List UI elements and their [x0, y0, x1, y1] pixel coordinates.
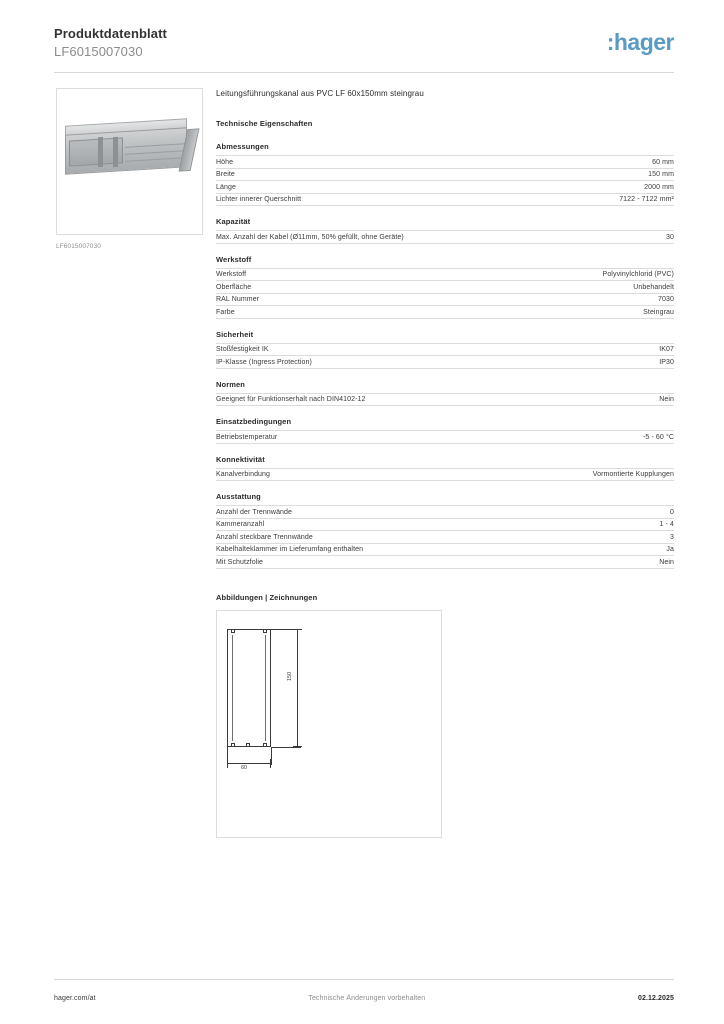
spec-value: 7030	[445, 293, 674, 306]
spec-label: Breite	[216, 168, 445, 181]
spec-table	[216, 268, 674, 319]
table-row	[216, 156, 674, 169]
spec-value: Steingrau	[445, 306, 674, 319]
footer-date: 02.12.2025	[637, 995, 674, 1002]
spec-value: Vormontierte Kupplungen	[445, 468, 674, 481]
spec-value: 30	[445, 231, 674, 244]
table-row	[216, 193, 674, 206]
spec-label: Kanalverbindung	[216, 468, 445, 481]
spec-label: Betriebstemperatur	[216, 431, 445, 444]
spec-group-einsatzbedingungen	[216, 417, 674, 444]
profile-notch-bm	[246, 743, 250, 747]
table-row	[216, 506, 674, 519]
header-divider	[54, 72, 674, 73]
spec-label: Länge	[216, 181, 445, 194]
spec-value: 1 - 4	[445, 518, 674, 531]
spec-group-konnektivitaet	[216, 455, 674, 482]
spec-label: Kammeranzahl	[216, 518, 445, 531]
spec-label: Farbe	[216, 306, 445, 319]
spec-group-werkstoff	[216, 255, 674, 319]
dimension-label-height: 150	[287, 671, 293, 681]
spec-label: Anzahl der Trennwände	[216, 506, 445, 519]
spec-label: Werkstoff	[216, 268, 445, 281]
drawings-heading: Abbildungen | Zeichnungen	[216, 592, 318, 602]
table-row	[216, 431, 674, 444]
logo-text: hager	[613, 29, 674, 55]
table-row	[216, 543, 674, 556]
dimension-line-height	[297, 629, 298, 747]
spec-group-title: Werkstoff	[216, 254, 252, 264]
spec-table	[216, 468, 674, 482]
spec-label: Max. Anzahl der Kabel (Ø11mm, 50% gefüllt, ohne Geräte)	[216, 231, 445, 244]
spec-table	[216, 505, 674, 569]
spec-value: 3	[445, 531, 674, 544]
spec-group-sicherheit	[216, 330, 674, 369]
spec-table	[216, 343, 674, 369]
table-row	[216, 356, 674, 369]
spec-value: IP30	[445, 356, 674, 369]
profile-notch-bl	[231, 743, 235, 747]
spec-value: Ja	[445, 543, 674, 556]
profile-notch-br	[263, 743, 267, 747]
profile-cross-section	[227, 629, 271, 747]
spec-table	[216, 430, 674, 444]
spec-value: 0	[445, 506, 674, 519]
spec-value: 7122 - 7122 mm²	[445, 193, 674, 206]
page-title: Produktdatenblatt	[54, 26, 167, 41]
logo-colon-icon: :	[606, 29, 614, 55]
footer-disclaimer: Technische Änderungen vorbehalten	[308, 995, 426, 1002]
spec-table	[216, 155, 674, 206]
spec-label: RAL Nummer	[216, 293, 445, 306]
extension-line-right	[271, 747, 272, 765]
spec-value: 2000 mm	[445, 181, 674, 194]
spec-table	[216, 393, 674, 407]
spec-label: Höhe	[216, 156, 445, 169]
table-row	[216, 393, 674, 406]
table-row	[216, 231, 674, 244]
dimension-line-width	[227, 763, 271, 764]
table-row	[216, 181, 674, 194]
spec-value: 150 mm	[445, 168, 674, 181]
profile-inner-wall	[232, 635, 266, 741]
spec-group-title: Einsatzbedingungen	[216, 417, 292, 426]
table-row	[216, 518, 674, 531]
spec-group-title: Normen	[216, 379, 245, 389]
trunking-divider-1	[98, 137, 103, 167]
footer-divider	[54, 979, 674, 980]
table-row	[216, 168, 674, 181]
spec-group-abmessungen	[216, 142, 674, 206]
table-row	[216, 268, 674, 281]
product-reference: LF6015007030	[54, 44, 143, 59]
trunking-illustration	[65, 119, 197, 183]
spec-group-ausstattung	[216, 492, 674, 569]
technical-drawing	[216, 610, 442, 838]
dimension-label-width: 60	[241, 764, 248, 771]
spec-label: Anzahl steckbare Trennwände	[216, 531, 445, 544]
spec-value: Nein	[445, 393, 674, 406]
product-image-caption: LF6015007030	[56, 243, 101, 250]
table-row	[216, 281, 674, 294]
table-row	[216, 468, 674, 481]
spec-label: Lichter innerer Querschnitt	[216, 193, 445, 206]
spec-label: Kabelhalteklammer im Lieferumfang enthalten	[216, 543, 445, 556]
product-description: Leitungsführungskanal aus PVC LF 60x150mm steingrau	[216, 89, 424, 98]
spec-group-normen	[216, 380, 674, 407]
technical-properties-heading: Technische Eigenschaften	[216, 119, 313, 128]
spec-label: Mit Schutzfolie	[216, 556, 445, 569]
spec-label: Oberfläche	[216, 281, 445, 294]
table-row	[216, 343, 674, 356]
spec-value: Polyvinylchlorid (PVC)	[445, 268, 674, 281]
extension-line-bottom	[271, 747, 301, 748]
spec-value: 60 mm	[445, 156, 674, 169]
spec-group-title: Abmessungen	[216, 142, 269, 151]
spec-value: Unbehandelt	[445, 281, 674, 294]
table-row	[216, 556, 674, 569]
page-footer	[54, 995, 674, 1002]
spec-label: IP-Klasse (Ingress Protection)	[216, 356, 445, 369]
profile-notch-tl	[231, 629, 235, 633]
profile-notch-tr	[263, 629, 267, 633]
spec-group-title: Konnektivität	[216, 454, 265, 464]
spec-value: -5 - 60 °C	[445, 431, 674, 444]
spec-label: Stoßfestigkeit IK	[216, 343, 445, 356]
table-row	[216, 531, 674, 544]
header-titles	[54, 26, 167, 60]
table-row	[216, 306, 674, 319]
spec-content	[216, 88, 674, 838]
spec-table	[216, 230, 674, 244]
footer-website-link[interactable]: hager.com/at	[54, 995, 96, 1002]
spec-label: Geeignet für Funktionserhalt nach DIN4102-12	[216, 393, 445, 406]
spec-group-title: Ausstattung	[216, 492, 261, 501]
spec-value: IK07	[445, 343, 674, 356]
trunking-divider-2	[113, 137, 118, 167]
spec-group-title: Kapazität	[216, 217, 251, 226]
table-row	[216, 293, 674, 306]
page-header	[0, 0, 724, 72]
spec-group-title: Sicherheit	[216, 329, 254, 339]
product-image	[56, 88, 203, 235]
spec-group-kapazitaet	[216, 217, 674, 244]
spec-value: Nein	[445, 556, 674, 569]
hager-logo	[607, 30, 674, 54]
